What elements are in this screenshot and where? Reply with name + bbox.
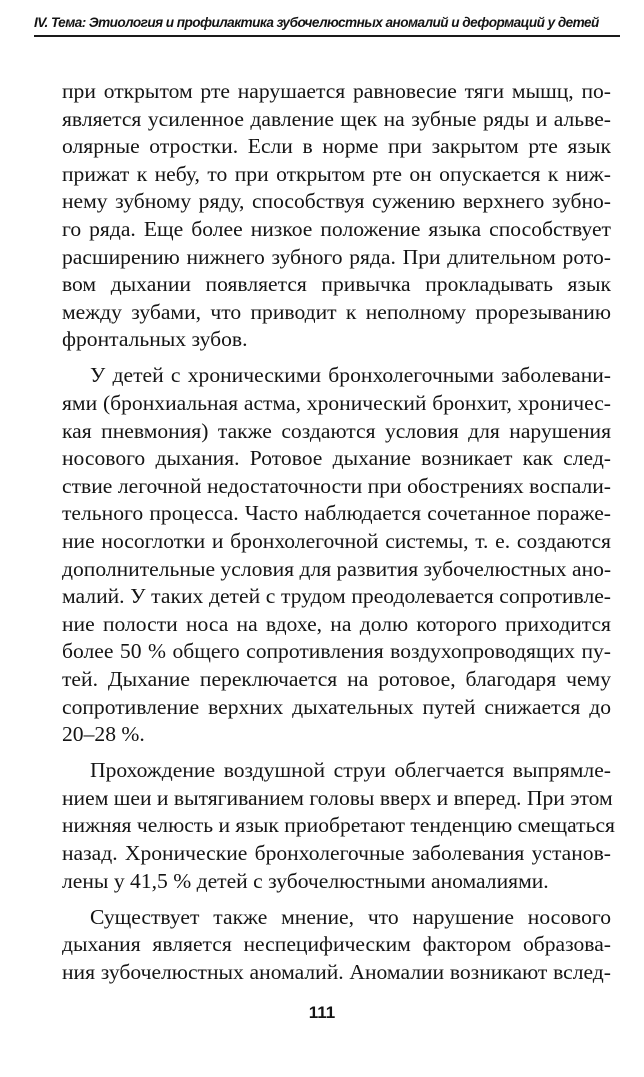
text-line: нием шеи и вытягиванием головы вверх и вперед. При этом	[62, 785, 613, 810]
page-body	[62, 78, 615, 995]
text-line: фронтальных зубов.	[62, 327, 248, 352]
text-line: дополнительные условия для развития зубочелюстных ано-	[62, 556, 612, 581]
text-line: дыхания является неспецифическим фактором образова-	[62, 932, 611, 957]
text-line: Существует также мнение, что нарушение носового	[90, 904, 611, 929]
text-line: лены у 41,5 % детей с зубочелюстными аномалиями.	[62, 868, 549, 893]
text-line: ствие легочной недостаточности при обострениях воспали-	[62, 473, 611, 498]
text-line: Прохождение воздушной струи облегчается выпрямле-	[90, 758, 611, 783]
text-line: ние полости носа на вдохе, на долю которого приходится	[62, 611, 611, 636]
text-line: ния зубочелюстных аномалий. Аномалии возникают вслед-	[62, 959, 611, 984]
text-line: сопротивление верхних дыхательных путей снижается до	[62, 694, 611, 719]
text-line: является усиленное давление щек на зубные ряды и альве-	[62, 106, 611, 131]
text-line: носового дыхания. Ротовое дыхание возникает как след-	[62, 446, 611, 471]
text-line: малий. У таких детей с трудом преодолевается сопротивле-	[62, 584, 611, 609]
text-line: при открытом рте нарушается равновесие тяги мышц, по-	[62, 79, 611, 103]
text-line: 20–28 %.	[62, 722, 145, 747]
paragraph	[62, 362, 611, 748]
text-line: кая пневмония) также создаются условия для нарушения	[62, 418, 611, 443]
page-number: 111	[308, 1003, 336, 1022]
text-line: нему зубному ряду, способствуя сужению верхнего зубно-	[62, 189, 611, 214]
text-line: более 50 % общего сопротивления воздухопроводящих пу-	[62, 639, 611, 664]
text-line: го ряда. Еще более низкое положение языка способствует	[62, 216, 611, 241]
text-line: вом дыхании появляется привычка прокладывать язык	[62, 272, 611, 297]
text-line: ями (бронхиальная астма, хронический бронхит, хроничес-	[62, 391, 611, 416]
paragraph	[62, 757, 615, 895]
paragraph	[62, 78, 611, 354]
text-line: прижат к небу, то при открытом рте он опускается к ниж-	[62, 161, 611, 186]
text-line: тей. Дыхание переключается на ротовое, благодаря чему	[62, 666, 611, 691]
text-line: расширению нижнего зубного ряда. При длительном рото-	[62, 244, 611, 269]
text-line: У детей с хроническими бронхолегочными заболевани-	[90, 363, 611, 388]
text-line: ние носоглотки и бронхолегочной системы, т. е. создаются	[62, 529, 611, 553]
text-line: тельного процесса. Часто наблюдается сочетанное пораже-	[62, 501, 611, 526]
text-line: олярные отростки. Если в норме при закрытом рте язык	[62, 134, 611, 159]
text-line: между зубами, что приводит к неполному прорезыванию	[62, 299, 611, 324]
running-header: IV. Тема: Этиология и профилактика зубочелюстных аномалий и деформаций у детей	[34, 14, 620, 37]
text-line: нижняя челюсть и язык приобретают тенденцию смещаться	[62, 813, 615, 838]
text-line: назад. Хронические бронхолегочные заболевания установ-	[62, 841, 611, 866]
paragraph	[62, 904, 611, 987]
